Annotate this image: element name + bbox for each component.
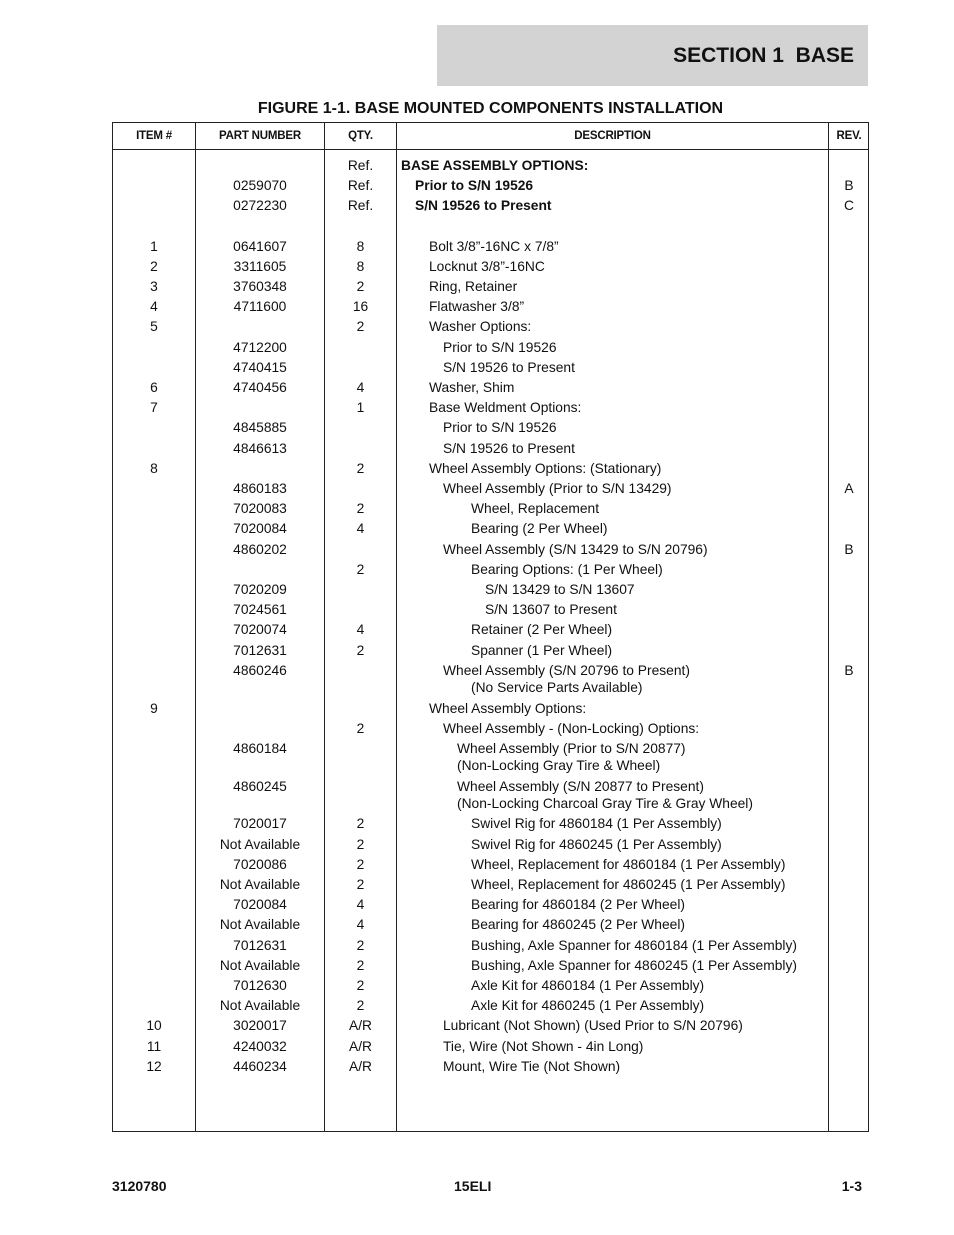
- description-cell: Prior to S/N 19526: [443, 420, 557, 436]
- table-row: [113, 278, 868, 295]
- description-cell: Prior to S/N 19526: [443, 339, 557, 355]
- part-number-cell: 4860245: [233, 778, 287, 794]
- description-cell: Wheel Assembly Options: (Stationary): [429, 460, 662, 476]
- description-cell: Wheel Assembly (S/N 13429 to S/N 20796): [443, 541, 708, 557]
- description-cell: Bearing for 4860184 (2 Per Wheel): [471, 897, 685, 913]
- table-row: [113, 642, 868, 659]
- table-row: [113, 896, 868, 913]
- table-row: [113, 238, 868, 255]
- part-number-cell: 7024561: [233, 602, 287, 618]
- description-cell: Wheel, Replacement: [471, 501, 600, 517]
- table-row: [113, 298, 868, 315]
- table-row: [113, 480, 868, 497]
- quantity-cell: 2: [356, 836, 365, 852]
- quantity-cell: 4: [356, 897, 365, 913]
- part-number-cell: 4860184: [233, 740, 287, 756]
- revision-cell: A: [844, 481, 854, 496]
- part-number-cell: 4740456: [233, 380, 287, 395]
- quantity-cell: 8: [356, 238, 365, 254]
- table-row: [113, 500, 868, 517]
- description-cell: Bolt 3/8”-16NC x 7/8”: [429, 238, 559, 254]
- part-number-cell: 7020084: [233, 521, 287, 537]
- part-number-cell: 4860202: [233, 541, 287, 557]
- description-cell: Mount, Wire Tie (Not Shown): [443, 1058, 621, 1074]
- part-number-cell: 4845885: [233, 420, 287, 436]
- table-row: [113, 757, 868, 774]
- table-row: [113, 621, 868, 638]
- item-number-cell: 5: [150, 319, 158, 335]
- description-cell: Wheel Assembly (S/N 20877 to Present): [457, 778, 704, 794]
- quantity-cell: Ref.: [347, 198, 374, 214]
- parts-table: [112, 122, 869, 1132]
- revision-cell: B: [844, 541, 854, 557]
- description-cell: (No Service Parts Available): [471, 680, 643, 696]
- table-row: [113, 662, 868, 679]
- part-number-cell: Not Available: [219, 917, 301, 933]
- item-number-cell: 6: [150, 380, 158, 395]
- table-row: [113, 258, 868, 275]
- item-number-cell: 1: [150, 238, 158, 254]
- section-title: SECTION 1 BASE: [673, 43, 854, 67]
- description-cell: Wheel Assembly Options:: [429, 700, 587, 716]
- quantity-cell: 2: [356, 957, 365, 973]
- table-row: [113, 957, 868, 974]
- quantity-cell: 4: [356, 521, 365, 537]
- part-number-cell: 3311605: [233, 258, 287, 274]
- table-row: [113, 1038, 868, 1055]
- table-row: [113, 997, 868, 1014]
- description-cell: Tie, Wire (Not Shown - 4in Long): [443, 1038, 644, 1054]
- item-number-cell: 10: [146, 1018, 162, 1034]
- description-cell: Wheel Assembly (S/N 20796 to Present): [443, 662, 690, 678]
- table-row: [113, 379, 868, 396]
- item-number-cell: 11: [146, 1038, 162, 1054]
- footer-page-number: 1-3: [841, 1178, 862, 1194]
- revision-cell: C: [844, 198, 854, 214]
- part-number-cell: 3020017: [233, 1018, 287, 1034]
- quantity-cell: 2: [356, 319, 365, 335]
- quantity-cell: 8: [356, 258, 365, 274]
- description-cell: Ring, Retainer: [429, 279, 518, 294]
- quantity-cell: 2: [356, 642, 365, 658]
- section-header: [437, 25, 868, 86]
- table-row: [113, 460, 868, 477]
- table-row: [113, 520, 868, 537]
- part-number-cell: 3760348: [233, 279, 287, 294]
- part-number-cell: Not Available: [219, 998, 301, 1014]
- part-number-cell: Not Available: [219, 836, 301, 852]
- description-cell: Prior to S/N 19526: [415, 178, 534, 194]
- description-cell: S/N 13607 to Present: [485, 602, 617, 618]
- table-row: [113, 197, 868, 214]
- part-number-cell: 0641607: [233, 238, 287, 254]
- description-cell: Flatwasher 3/8”: [429, 299, 525, 315]
- description-cell: Bearing for 4860245 (2 Per Wheel): [471, 917, 685, 933]
- table-row: [113, 318, 868, 335]
- quantity-cell: 2: [356, 816, 365, 832]
- table-row: [113, 700, 868, 717]
- description-cell: Swivel Rig for 4860245 (1 Per Assembly): [471, 836, 722, 852]
- part-number-cell: 7012631: [233, 937, 287, 953]
- part-number-cell: Not Available: [219, 957, 301, 973]
- description-cell: S/N 19526 to Present: [443, 359, 575, 375]
- description-cell: BASE ASSEMBLY OPTIONS:: [401, 158, 589, 173]
- table-row: [113, 778, 868, 795]
- item-number-cell: 4: [150, 299, 158, 315]
- footer-model: 15ELI: [454, 1178, 492, 1194]
- item-number-cell: 7: [150, 400, 158, 416]
- part-number-cell: 7020017: [233, 816, 287, 832]
- table-row: [113, 177, 868, 194]
- table-row: [113, 836, 868, 853]
- figure-title: FIGURE 1-1. BASE MOUNTED COMPONENTS INSTALLATION: [257, 100, 724, 117]
- part-number-cell: 7020084: [233, 897, 287, 913]
- table-row: [113, 1058, 868, 1075]
- description-cell: Locknut 3/8”-16NC: [429, 258, 545, 274]
- footer-document-number: 3120780: [112, 1178, 167, 1194]
- part-number-cell: 7012630: [233, 977, 287, 993]
- description-cell: Axle Kit for 4860184 (1 Per Assembly): [471, 977, 705, 993]
- header-description: DESCRIPTION: [574, 130, 651, 142]
- quantity-cell: 2: [356, 856, 365, 872]
- part-number-cell: 4460234: [233, 1058, 287, 1074]
- part-number-cell: 4711600: [233, 299, 287, 315]
- description-cell: Wheel Assembly (Prior to S/N 13429): [443, 481, 672, 496]
- quantity-cell: 4: [356, 622, 365, 638]
- quantity-cell: 2: [356, 937, 365, 953]
- quantity-cell: 2: [356, 501, 365, 517]
- description-cell: Washer, Shim: [429, 380, 515, 395]
- header-part-number: PART NUMBER: [219, 130, 301, 142]
- description-cell: Bearing (2 Per Wheel): [471, 521, 608, 537]
- description-cell: Spanner (1 Per Wheel): [471, 642, 613, 658]
- quantity-cell: 2: [356, 279, 365, 294]
- description-cell: Bushing, Axle Spanner for 4860184 (1 Per Assembly): [471, 937, 797, 953]
- header-divider: [113, 149, 868, 150]
- table-row: [113, 916, 868, 933]
- part-number-cell: 7012631: [233, 642, 287, 658]
- table-row: [113, 601, 868, 618]
- item-number-cell: 9: [150, 700, 158, 716]
- description-cell: Washer Options:: [429, 319, 532, 335]
- item-number-cell: 2: [150, 258, 158, 274]
- quantity-cell: 4: [356, 917, 365, 933]
- table-row: [113, 795, 868, 812]
- quantity-cell: A/R: [349, 1058, 372, 1074]
- description-cell: Wheel Assembly (Prior to S/N 20877): [457, 740, 686, 756]
- table-row: [113, 399, 868, 416]
- table-row: [113, 679, 868, 696]
- description-cell: S/N 13429 to S/N 13607: [485, 582, 635, 597]
- part-number-cell: 7020209: [233, 582, 287, 597]
- quantity-cell: 2: [356, 998, 365, 1014]
- item-number-cell: 12: [146, 1058, 162, 1074]
- part-number-cell: 4846613: [233, 440, 287, 456]
- header-qty: QTY.: [348, 130, 373, 142]
- part-number-cell: 0272230: [233, 198, 287, 214]
- item-number-cell: 3: [150, 279, 158, 294]
- quantity-cell: 2: [356, 876, 365, 892]
- part-number-cell: 7020074: [233, 622, 287, 638]
- description-cell: Wheel, Replacement for 4860245 (1 Per Assembly): [471, 876, 786, 892]
- part-number-cell: 7020083: [233, 501, 287, 517]
- description-cell: Bearing Options: (1 Per Wheel): [471, 561, 663, 577]
- quantity-cell: 1: [356, 400, 365, 416]
- table-row: [113, 1017, 868, 1034]
- part-number-cell: 4740415: [233, 359, 287, 375]
- table-row: [113, 937, 868, 954]
- table-row: [113, 419, 868, 436]
- quantity-cell: 2: [356, 460, 365, 476]
- table-row: [113, 856, 868, 873]
- description-cell: Axle Kit for 4860245 (1 Per Assembly): [471, 998, 705, 1014]
- part-number-cell: 4860246: [233, 662, 287, 678]
- part-number-cell: 4860183: [233, 481, 287, 496]
- table-row: [113, 561, 868, 578]
- item-number-cell: 8: [150, 460, 158, 476]
- quantity-cell: A/R: [349, 1018, 372, 1034]
- part-number-cell: 4712200: [233, 339, 287, 355]
- table-row: [113, 359, 868, 376]
- description-cell: Lubricant (Not Shown) (Used Prior to S/N 20796): [443, 1018, 743, 1034]
- quantity-cell: Ref.: [347, 178, 374, 194]
- description-cell: S/N 19526 to Present: [415, 198, 552, 214]
- description-cell: Bushing, Axle Spanner for 4860245 (1 Per Assembly): [471, 957, 797, 973]
- quantity-cell: 2: [356, 561, 365, 577]
- description-cell: (Non-Locking Gray Tire & Wheel): [457, 758, 661, 774]
- quantity-cell: 4: [356, 380, 365, 395]
- table-row: [113, 876, 868, 893]
- table-row: [113, 157, 868, 174]
- description-cell: Wheel Assembly - (Non-Locking) Options:: [443, 720, 700, 736]
- part-number-cell: 7020086: [233, 856, 287, 872]
- table-row: [113, 581, 868, 598]
- description-cell: Swivel Rig for 4860184 (1 Per Assembly): [471, 816, 722, 832]
- quantity-cell: 2: [356, 720, 365, 736]
- quantity-cell: 2: [356, 977, 365, 993]
- table-row: [113, 977, 868, 994]
- part-number-cell: Not Available: [219, 876, 301, 892]
- revision-cell: B: [844, 662, 854, 678]
- table-row: [113, 720, 868, 737]
- table-row: [113, 815, 868, 832]
- table-row: [113, 339, 868, 356]
- description-cell: Base Weldment Options:: [429, 400, 582, 416]
- table-row: [113, 440, 868, 457]
- header-rev: REV.: [836, 130, 862, 142]
- table-row: [113, 740, 868, 757]
- description-cell: S/N 19526 to Present: [443, 440, 575, 456]
- quantity-cell: 16: [352, 299, 369, 315]
- quantity-cell: Ref.: [347, 158, 374, 173]
- description-cell: (Non-Locking Charcoal Gray Tire & Gray Wheel): [457, 796, 753, 812]
- part-number-cell: 4240032: [233, 1038, 287, 1054]
- quantity-cell: A/R: [349, 1038, 372, 1054]
- revision-cell: B: [844, 178, 854, 194]
- table-row: [113, 541, 868, 558]
- description-cell: Retainer (2 Per Wheel): [471, 622, 613, 638]
- description-cell: Wheel, Replacement for 4860184 (1 Per Assembly): [471, 856, 786, 872]
- part-number-cell: 0259070: [233, 178, 287, 194]
- header-item: ITEM #: [136, 130, 172, 142]
